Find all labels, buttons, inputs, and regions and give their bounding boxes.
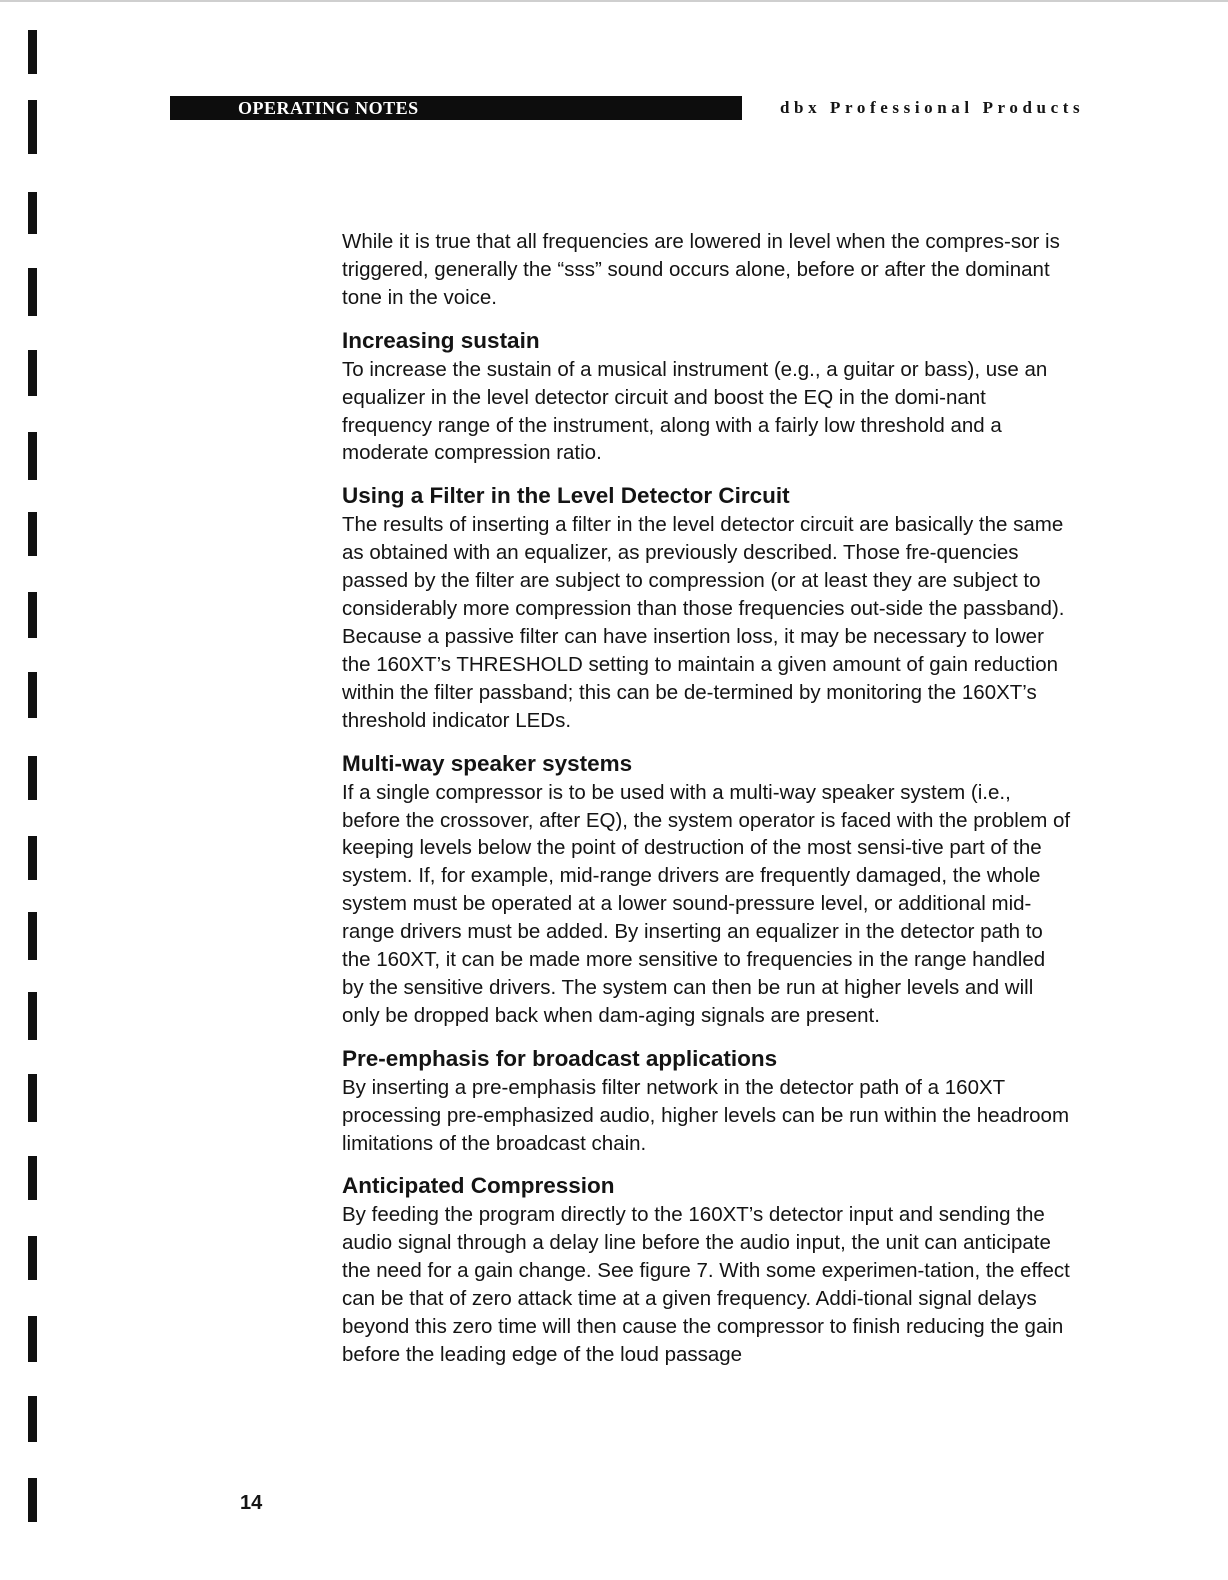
section-heading: Anticipated Compression — [342, 1173, 615, 1199]
top-rule — [0, 0, 1228, 2]
binding-bar — [28, 1396, 37, 1442]
brand-header: dbx Professional Products — [780, 98, 1085, 117]
binding-bar — [28, 592, 37, 638]
binding-bar — [28, 350, 37, 396]
binding-bar — [28, 1316, 37, 1362]
binding-bar — [28, 912, 37, 960]
section-heading: Increasing sustain — [342, 327, 540, 353]
binding-bar — [28, 672, 37, 718]
binding-bar — [28, 432, 37, 480]
section-label: OPERATING NOTES — [238, 98, 419, 118]
section-paragraph: The results of inserting a filter in the level detector circuit are basically the same as obtained with an equalizer, as previously described. Those fre-quencies passed by the filter are subject to compression (or at least they are subject to considerably more compression than those frequencies out-side the passband). Because a passive filter can have insertion loss, it may be necessary to lower the 160XT’s THRESHOLD setting to maintain a given amount of gain reduction within the filter passband; this can be de-termined by monitoring the 160XT’s threshold indicator LEDs. — [342, 513, 1065, 732]
section-paragraph: By inserting a pre-emphasis filter network in the detector path of a 160XT processing pre-emphasized audio, higher levels can be run within the headroom limitations of the broadcast chain. — [342, 1075, 1070, 1155]
binding-bar — [28, 1236, 37, 1280]
binding-bar — [28, 268, 37, 316]
body-content — [342, 228, 1072, 1369]
section-header-bar — [170, 96, 742, 120]
section-paragraph: By feeding the program directly to the 160XT’s detector input and sending the audio signal through a delay line before the audio input, the unit can anticipate the need for a gain change. See figure 7. With some experimen-tation, the effect can be that of zero attack time at a given frequency. Addi-tional signal delays beyond this zero time will then cause the compressor to finish reducing the gain before the leading edge of the loud passage — [342, 1203, 1070, 1366]
section-heading: Using a Filter in the Level Detector Circuit — [342, 483, 790, 509]
binding-bar — [28, 192, 37, 234]
binding-bar — [28, 100, 37, 154]
binding-bar — [28, 1074, 37, 1122]
binding-bar — [28, 30, 37, 74]
binding-bar — [28, 512, 37, 556]
intro-paragraph: While it is true that all frequencies are lowered in level when the compres-sor is triggered, generally the “sss” sound occurs alone, before or after the dominant tone in the voice. — [342, 230, 1060, 309]
section-heading: Pre-emphasis for broadcast applications — [342, 1045, 778, 1071]
binding-bar — [28, 1478, 37, 1522]
page-number: 14 — [240, 1492, 263, 1514]
section-heading: Multi-way speaker systems — [342, 750, 633, 776]
section-paragraph: To increase the sustain of a musical instrument (e.g., a guitar or bass), use an equalizer in the level detector circuit and boost the EQ in the domi-nant frequency range of the instrument, along with a fairly low threshold and a moderate compression ratio. — [342, 357, 1048, 465]
binding-bar — [28, 836, 37, 880]
binding-bar — [28, 992, 37, 1040]
section-paragraph: If a single compressor is to be used with a multi-way speaker system (i.e., before the crossover, after EQ), the system operator is faced with the problem of keeping levels below the point of destruction of the most sensi-tive part of the system. If, for example, mid-range drivers are frequently damaged, the whole system must be operated at a lower sound-pressure level, or additional mid-range drivers must be added. By inserting an equalizer in the detector path to the 160XT, it can be made more sensitive to frequencies in the range handled by the sensitive drivers. The system can then be run at higher levels and will only be dropped back when dam-aging signals are present. — [342, 780, 1071, 1027]
binding-bar — [28, 1156, 37, 1200]
binding-bar — [28, 756, 37, 800]
